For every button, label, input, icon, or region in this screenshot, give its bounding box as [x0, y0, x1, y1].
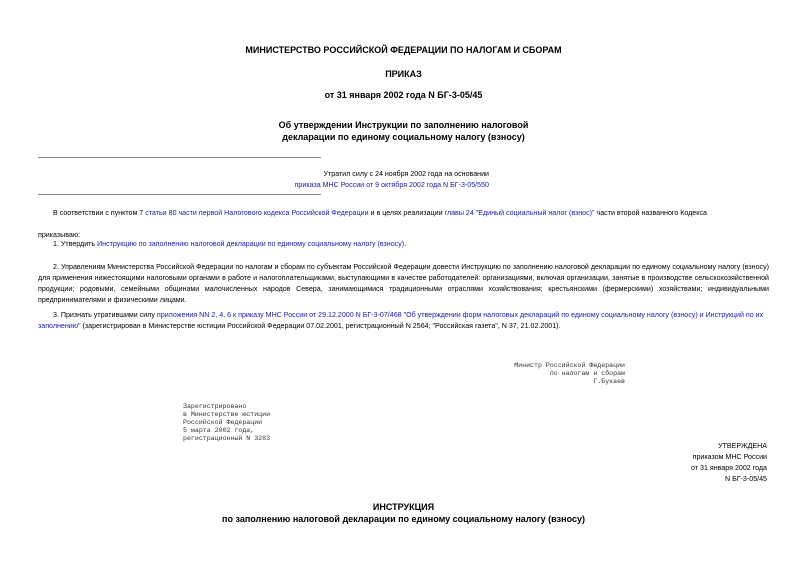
document-title-line1: Об утверждении Инструкции по заполнению налоговой	[278, 120, 529, 130]
document-date-number: от 31 января 2002 года N БГ-3-05/45	[324, 90, 483, 100]
tax-code-article-link[interactable]: статьи 80 части первой Налогового кодекса Российской Федерации	[145, 209, 369, 217]
divider-top	[38, 157, 321, 158]
item-1-text: 1. Утвердить	[53, 240, 98, 248]
item-3-text: 3. Признать утратившими силу	[53, 311, 157, 319]
signature-line-2: по налогам и сборам	[549, 370, 625, 377]
status-note: Утратил силу с 24 ноября 2002 года на основании	[323, 170, 489, 178]
intro-text: части второй названного Кодекса	[594, 209, 707, 217]
tax-code-chapter-link[interactable]: главы 24 "Единый социальный налог (взнос)"	[444, 209, 595, 217]
repeal-order-link[interactable]: приказа МНС России от 9 октября 2002 года N БГ-3-05/550	[294, 181, 489, 189]
registration-line-3: Российской Федерации	[183, 419, 263, 426]
item-1-end: .	[404, 240, 407, 248]
signature-line-3: Г.Букаев	[593, 378, 625, 385]
order-item-2: 2. Управлениям Министерства Российской Федерации по налогам и сборам по субъектам Российской Федерации довести Инструкцию по заполнению налоговой декларации по единому социальному налогу (взносу) для применения нижестоящими налоговыми органами в работе и налогоплательщиками, выступающими в качестве работодателей: организациями, включая организации, занятые в производстве сельскохозяйственной продукции; родовыми, семейными общинами малочисленных народов Севера, занимающимися традиционными отраслями хозяйствования; крестьянскими (фермерскими) хозяйствами; индивидуальными предпринимателями и физическими лицами.	[38, 263, 769, 304]
order-word: приказываю:	[38, 231, 81, 239]
intro-text: В соответствии с пунктом 7	[53, 209, 146, 217]
registration-block	[183, 403, 270, 443]
divider-bottom	[38, 194, 321, 195]
signature-block	[430, 362, 625, 386]
ministry-heading: МИНИСТЕРСТВО РОССИЙСКОЙ ФЕДЕРАЦИИ ПО НАЛОГАМ И СБОРАМ	[245, 45, 562, 55]
registration-line-1: Зарегистрировано	[183, 403, 247, 410]
approved-line-1: УТВЕРЖДЕНА	[718, 442, 767, 450]
approved-line-3: от 31 января 2002 года	[691, 464, 767, 472]
instruction-subtitle: по заполнению налоговой декларации по единому социальному налогу (взносу)	[222, 514, 585, 524]
repealed-appendices-link[interactable]: приложения NN 2, 4, 6 к приказу МНС России от 29.12.2000 N БГ-3-07/468 "Об утверждении форм налоговых деклараций по единому социальному налогу (взносу) и Инструкций по их заполнению"	[38, 311, 764, 330]
approval-stamp	[567, 441, 767, 485]
order-item-3	[38, 310, 769, 332]
registration-line-2: в Министерстве юстиции	[183, 411, 271, 418]
approved-line-4: N БГ-3-05/45	[724, 475, 767, 483]
item-3-text: (зарегистрирован в Министерстве юстиции Российской Федерации 07.02.2001, регистрационный N 2564; "Российская газета", N 37, 21.02.2001).	[80, 322, 561, 330]
instruction-link[interactable]: Инструкцию по заполнению налоговой декларации по единому социальному налогу (взносу)	[97, 240, 405, 248]
order-item-1	[38, 239, 769, 250]
registration-line-5: регистрационный N 3283	[183, 435, 271, 442]
document-title-line2: декларации по единому социальному налогу (взносу)	[282, 132, 525, 142]
approved-line-2: приказом МНС России	[692, 453, 767, 461]
instruction-title: ИНСТРУКЦИЯ	[372, 502, 435, 512]
document-type: ПРИКАЗ	[385, 69, 422, 79]
intro-paragraph	[38, 208, 769, 219]
registration-line-4: 5 марта 2002 года,	[183, 427, 255, 434]
intro-text: и в целях реализации	[368, 209, 445, 217]
signature-line-1: Министр Российской Федерации	[514, 362, 625, 369]
